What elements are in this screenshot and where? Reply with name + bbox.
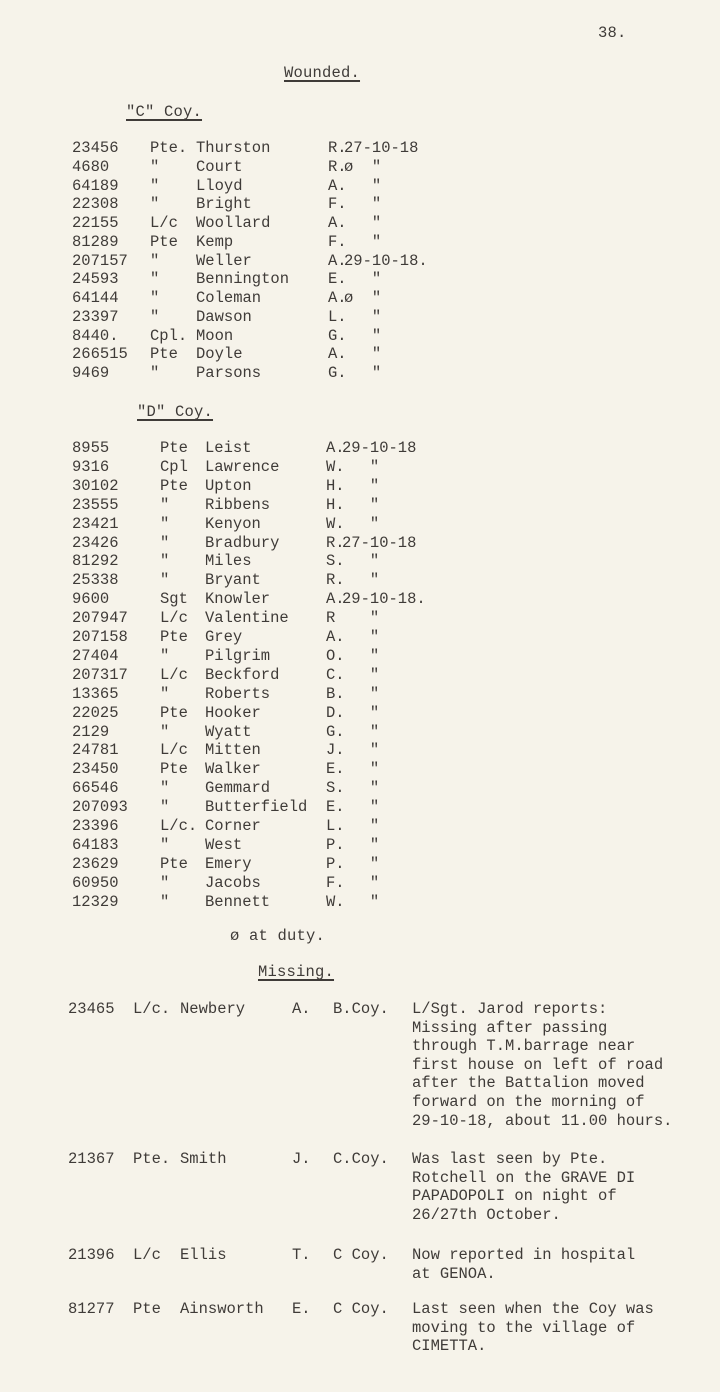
initial: J. xyxy=(326,741,345,760)
table-row xyxy=(0,158,720,177)
surname: Upton xyxy=(205,476,252,495)
initial: R. xyxy=(326,533,345,552)
rank: Pte xyxy=(160,703,188,722)
table-row xyxy=(0,760,720,779)
company: C Coy. xyxy=(333,1300,389,1318)
initial: D. xyxy=(326,703,345,722)
initial: F. xyxy=(326,873,345,892)
remarks-line: moving to the village of xyxy=(412,1318,636,1337)
table-row xyxy=(0,477,720,496)
date-wounded: 29-10-18. xyxy=(342,590,426,609)
service-number: 60950 xyxy=(72,873,119,892)
service-number: 30102 xyxy=(72,476,119,495)
surname: Pilgrim xyxy=(205,646,271,665)
surname: Gemmard xyxy=(205,779,271,798)
initial: A. xyxy=(328,345,347,364)
date-wounded: " xyxy=(342,798,380,817)
rank: L/c xyxy=(150,214,178,232)
rank: L/c xyxy=(160,741,188,760)
initial: E. xyxy=(292,1300,311,1318)
rank: " xyxy=(150,364,160,382)
table-row xyxy=(0,252,720,271)
surname: Court xyxy=(196,157,243,176)
rank: " xyxy=(150,195,160,214)
date-wounded: " xyxy=(342,892,380,911)
initial: F. xyxy=(328,195,347,214)
surname: Butterfield xyxy=(205,798,308,817)
initial: W. xyxy=(326,457,345,476)
surname: Ainsworth xyxy=(180,1300,264,1318)
table-row xyxy=(0,327,720,346)
rank: " xyxy=(150,176,160,195)
date-wounded: 27-10-18 xyxy=(344,139,419,157)
remarks-line: first house on left of road xyxy=(412,1055,664,1074)
rank: " xyxy=(160,779,170,798)
rank: L/c. xyxy=(160,817,198,835)
table-row xyxy=(0,534,720,553)
initial: A. xyxy=(328,176,347,195)
rank: " xyxy=(150,270,160,289)
service-number: 207317 xyxy=(72,665,128,684)
initial: W. xyxy=(326,514,345,533)
table-row xyxy=(0,345,720,364)
date-wounded: ø " xyxy=(344,157,382,176)
surname: Kenyon xyxy=(205,514,261,533)
date-wounded: " xyxy=(342,703,380,722)
initial: S. xyxy=(326,779,345,798)
table-row xyxy=(0,666,720,685)
table-row xyxy=(0,515,720,534)
table-row xyxy=(0,177,720,196)
initial: A. xyxy=(328,251,347,270)
initial: E. xyxy=(326,760,345,779)
rank: Pte. xyxy=(133,1150,171,1168)
surname: Knowler xyxy=(205,590,271,609)
service-number: 27404 xyxy=(72,646,119,665)
table-row xyxy=(0,439,720,458)
surname: Beckford xyxy=(205,665,280,684)
rank: " xyxy=(150,251,160,270)
surname: Newbery xyxy=(180,1000,246,1018)
rank: " xyxy=(150,307,160,326)
date-wounded: " xyxy=(342,571,380,590)
table-row xyxy=(0,139,720,158)
service-number: 64183 xyxy=(72,835,119,854)
wounded-heading: Wounded. xyxy=(284,64,361,82)
rank: Cpl. xyxy=(150,326,188,345)
surname: Valentine xyxy=(205,609,289,628)
service-number: 2129 xyxy=(72,722,110,741)
initial: P. xyxy=(326,854,345,873)
surname: Smith xyxy=(180,1150,227,1168)
surname: Bradbury xyxy=(205,533,280,552)
remarks-line: Was last seen by Pte. xyxy=(412,1150,608,1168)
rank: L/c xyxy=(133,1246,161,1264)
date-wounded: " xyxy=(342,722,380,741)
service-number: 23465 xyxy=(68,1000,115,1018)
service-number: 23450 xyxy=(72,760,119,779)
rank: " xyxy=(160,571,170,590)
service-number: 21367 xyxy=(68,1150,115,1168)
initial: G. xyxy=(328,326,347,345)
date-wounded: " xyxy=(342,457,380,476)
service-number: 23397 xyxy=(72,307,119,326)
remarks-line: 26/27th October. xyxy=(412,1205,561,1224)
remarks-line: PAPADOPOLI on night of xyxy=(412,1187,617,1206)
table-row xyxy=(0,552,720,571)
date-wounded: " xyxy=(342,665,380,684)
remarks xyxy=(412,1246,720,1283)
service-number: 64189 xyxy=(72,176,119,195)
surname: Emery xyxy=(205,854,252,873)
table-row xyxy=(0,270,720,289)
initial: E. xyxy=(326,798,345,817)
initial: S. xyxy=(326,552,345,571)
rank: Sgt xyxy=(160,590,188,609)
page-number: 38. xyxy=(598,24,627,42)
surname: Lloyd xyxy=(196,176,243,195)
table-row xyxy=(0,874,720,893)
surname: Woollard xyxy=(196,214,271,232)
surname: Hooker xyxy=(205,703,261,722)
surname: Roberts xyxy=(205,684,271,703)
service-number: 64144 xyxy=(72,289,119,307)
rank: " xyxy=(160,495,170,514)
table-row xyxy=(0,855,720,874)
date-wounded: " xyxy=(344,195,382,214)
rank: Pte xyxy=(160,628,188,646)
rank: " xyxy=(160,646,170,665)
date-wounded: " xyxy=(342,495,380,514)
date-wounded: " xyxy=(342,760,380,779)
table-row xyxy=(0,685,720,704)
service-number: 25338 xyxy=(72,571,119,590)
surname: Leist xyxy=(205,439,252,457)
date-wounded: 29-10-18 xyxy=(342,439,417,457)
surname: Mitten xyxy=(205,741,261,760)
table-row xyxy=(0,647,720,666)
rank: " xyxy=(160,514,170,533)
initial: W. xyxy=(326,892,345,911)
rank: Cpl xyxy=(160,457,188,476)
rank: " xyxy=(150,157,160,176)
date-wounded: " xyxy=(344,364,382,382)
rank: Pte xyxy=(160,854,188,873)
remarks-line: forward on the morning of xyxy=(412,1092,645,1111)
remarks xyxy=(412,1000,720,1130)
rank: " xyxy=(150,289,160,307)
service-number: 9316 xyxy=(72,457,110,476)
table-row xyxy=(0,195,720,214)
service-number: 23426 xyxy=(72,533,119,552)
company: C Coy. xyxy=(333,1246,389,1264)
service-number: 207157 xyxy=(72,251,128,270)
table-row xyxy=(0,364,720,383)
rank: " xyxy=(160,835,170,854)
rank: L/c. xyxy=(133,1000,171,1018)
date-wounded: " xyxy=(342,873,380,892)
surname: Miles xyxy=(205,552,252,571)
rank: " xyxy=(160,722,170,741)
initial: P. xyxy=(326,835,345,854)
date-wounded: " xyxy=(344,232,382,251)
surname: Parsons xyxy=(196,364,262,382)
surname: Dawson xyxy=(196,307,252,326)
initial: A. xyxy=(326,439,345,457)
table-row xyxy=(0,496,720,515)
company: B.Coy. xyxy=(333,1000,389,1018)
initial: G. xyxy=(328,364,347,382)
rank: Pte xyxy=(150,232,178,251)
initial: R. xyxy=(328,157,347,176)
service-number: 9469 xyxy=(72,364,110,382)
surname: Ribbens xyxy=(205,495,271,514)
service-number: 22025 xyxy=(72,703,119,722)
remarks-line: at GENOA. xyxy=(412,1264,496,1283)
service-number: 207158 xyxy=(72,628,128,646)
remarks-line: through T.M.barrage near xyxy=(412,1037,636,1056)
date-wounded: 27-10-18 xyxy=(342,533,417,552)
missing-heading: Missing. xyxy=(258,963,335,981)
surname: Doyle xyxy=(196,345,243,364)
date-wounded: 29-10-18. xyxy=(344,251,428,270)
remarks-line: L/Sgt. Jarod reports: xyxy=(412,1000,608,1018)
surname: Weller xyxy=(196,251,252,270)
service-number: 22308 xyxy=(72,195,119,214)
rank: " xyxy=(160,552,170,571)
surname: Walker xyxy=(205,760,261,779)
service-number: 81292 xyxy=(72,552,119,571)
remarks xyxy=(412,1150,720,1224)
table-row xyxy=(0,817,720,836)
service-number: 22155 xyxy=(72,214,119,232)
initial: B. xyxy=(326,684,345,703)
initial: A. xyxy=(326,590,345,609)
table-row xyxy=(0,609,720,628)
initial: T. xyxy=(292,1246,311,1264)
date-wounded: " xyxy=(344,307,382,326)
date-wounded: " xyxy=(342,854,380,873)
service-number: 81289 xyxy=(72,232,119,251)
table-row xyxy=(0,704,720,723)
surname: Jacobs xyxy=(205,873,261,892)
service-number: 8955 xyxy=(72,439,110,457)
rank: Pte xyxy=(160,439,188,457)
service-number: 66546 xyxy=(72,779,119,798)
initial: J. xyxy=(292,1150,311,1168)
remarks-line: 29-10-18, about 11.00 hours. xyxy=(412,1111,673,1130)
service-number: 12329 xyxy=(72,892,119,911)
table-row xyxy=(0,798,720,817)
table-row xyxy=(0,723,720,742)
rank: Pte xyxy=(150,345,178,364)
service-number: 8440. xyxy=(72,326,119,345)
initial: O. xyxy=(326,646,345,665)
table-row xyxy=(0,741,720,760)
date-wounded: " xyxy=(342,741,380,760)
surname: Thurston xyxy=(196,139,271,157)
d-coy-heading: "D" Coy. xyxy=(137,403,214,421)
remarks-line: CIMETTA. xyxy=(412,1337,487,1356)
surname: Lawrence xyxy=(205,457,280,476)
date-wounded: ø " xyxy=(344,289,382,307)
surname: Bennington xyxy=(196,270,290,289)
surname: Grey xyxy=(205,628,243,646)
date-wounded: " xyxy=(342,817,380,835)
initial: H. xyxy=(326,476,345,495)
table-row xyxy=(0,571,720,590)
surname: Bright xyxy=(196,195,252,214)
date-wounded: " xyxy=(342,684,380,703)
company: C.Coy. xyxy=(333,1150,389,1168)
date-wounded: " xyxy=(344,326,382,345)
date-wounded: " xyxy=(342,552,380,571)
service-number: 24781 xyxy=(72,741,119,760)
initial: A. xyxy=(326,628,345,646)
service-number: 81277 xyxy=(68,1300,115,1318)
table-row xyxy=(0,308,720,327)
table-row xyxy=(0,233,720,252)
service-number: 23456 xyxy=(72,139,119,157)
surname: Bryant xyxy=(205,571,261,590)
date-wounded: " xyxy=(344,270,382,289)
rank: Pte xyxy=(160,476,188,495)
remarks-line: Rotchell on the GRAVE DI xyxy=(412,1168,636,1187)
service-number: 207093 xyxy=(72,798,128,817)
rank: " xyxy=(160,533,170,552)
date-wounded: " xyxy=(344,214,382,232)
service-number: 13365 xyxy=(72,684,119,703)
table-row xyxy=(0,779,720,798)
date-wounded: " xyxy=(344,176,382,195)
table-row xyxy=(0,836,720,855)
table-row xyxy=(0,590,720,609)
service-number: 21396 xyxy=(68,1246,115,1264)
service-number: 4680 xyxy=(72,157,110,176)
service-number: 23396 xyxy=(72,817,119,835)
date-wounded: " xyxy=(342,628,380,646)
remarks-line: Last seen when the Coy was xyxy=(412,1300,654,1318)
initial: H. xyxy=(326,495,345,514)
rank: L/c xyxy=(160,665,188,684)
rank: Pte xyxy=(160,760,188,779)
service-number: 24593 xyxy=(72,270,119,289)
surname: Wyatt xyxy=(205,722,252,741)
date-wounded: " xyxy=(342,835,380,854)
initial: C. xyxy=(326,665,345,684)
surname: Kemp xyxy=(196,232,234,251)
surname: Bennett xyxy=(205,892,271,911)
initial: G. xyxy=(326,722,345,741)
at-duty-note: ø at duty. xyxy=(230,927,326,945)
service-number: 23555 xyxy=(72,495,119,514)
surname: West xyxy=(205,835,243,854)
remarks-line: Now reported in hospital xyxy=(412,1246,636,1264)
initial: F. xyxy=(328,232,347,251)
initial: E. xyxy=(328,270,347,289)
surname: Moon xyxy=(196,326,234,345)
rank: Pte xyxy=(133,1300,161,1318)
date-wounded: " xyxy=(342,476,380,495)
table-row xyxy=(0,289,720,308)
remarks-line: after the Battalion moved xyxy=(412,1074,645,1093)
service-number: 9600 xyxy=(72,590,110,609)
date-wounded: " xyxy=(342,779,380,798)
c-coy-heading: "C" Coy. xyxy=(126,103,203,121)
service-number: 207947 xyxy=(72,609,128,628)
service-number: 23421 xyxy=(72,514,119,533)
date-wounded: " xyxy=(342,514,380,533)
initial: A. xyxy=(328,214,347,232)
rank: " xyxy=(160,892,170,911)
surname: Ellis xyxy=(180,1246,227,1264)
rank: " xyxy=(160,873,170,892)
date-wounded: " xyxy=(344,345,382,364)
table-row xyxy=(0,628,720,647)
remarks-line: Missing after passing xyxy=(412,1018,608,1037)
initial: L. xyxy=(326,817,345,835)
date-wounded: " xyxy=(342,609,380,628)
surname: Corner xyxy=(205,817,261,835)
table-row xyxy=(0,893,720,912)
rank: L/c xyxy=(160,609,188,628)
remarks xyxy=(412,1300,720,1356)
initial: R xyxy=(326,609,336,628)
table-row xyxy=(0,214,720,233)
date-wounded: " xyxy=(342,646,380,665)
initial: A. xyxy=(292,1000,311,1018)
service-number: 266515 xyxy=(72,345,128,364)
rank: Pte. xyxy=(150,139,188,157)
surname: Coleman xyxy=(196,289,262,307)
initial: L. xyxy=(328,307,347,326)
rank: " xyxy=(160,798,170,817)
service-number: 23629 xyxy=(72,854,119,873)
initial: R. xyxy=(328,139,347,157)
initial: A. xyxy=(328,289,347,307)
table-row xyxy=(0,458,720,477)
rank: " xyxy=(160,684,170,703)
initial: R. xyxy=(326,571,345,590)
